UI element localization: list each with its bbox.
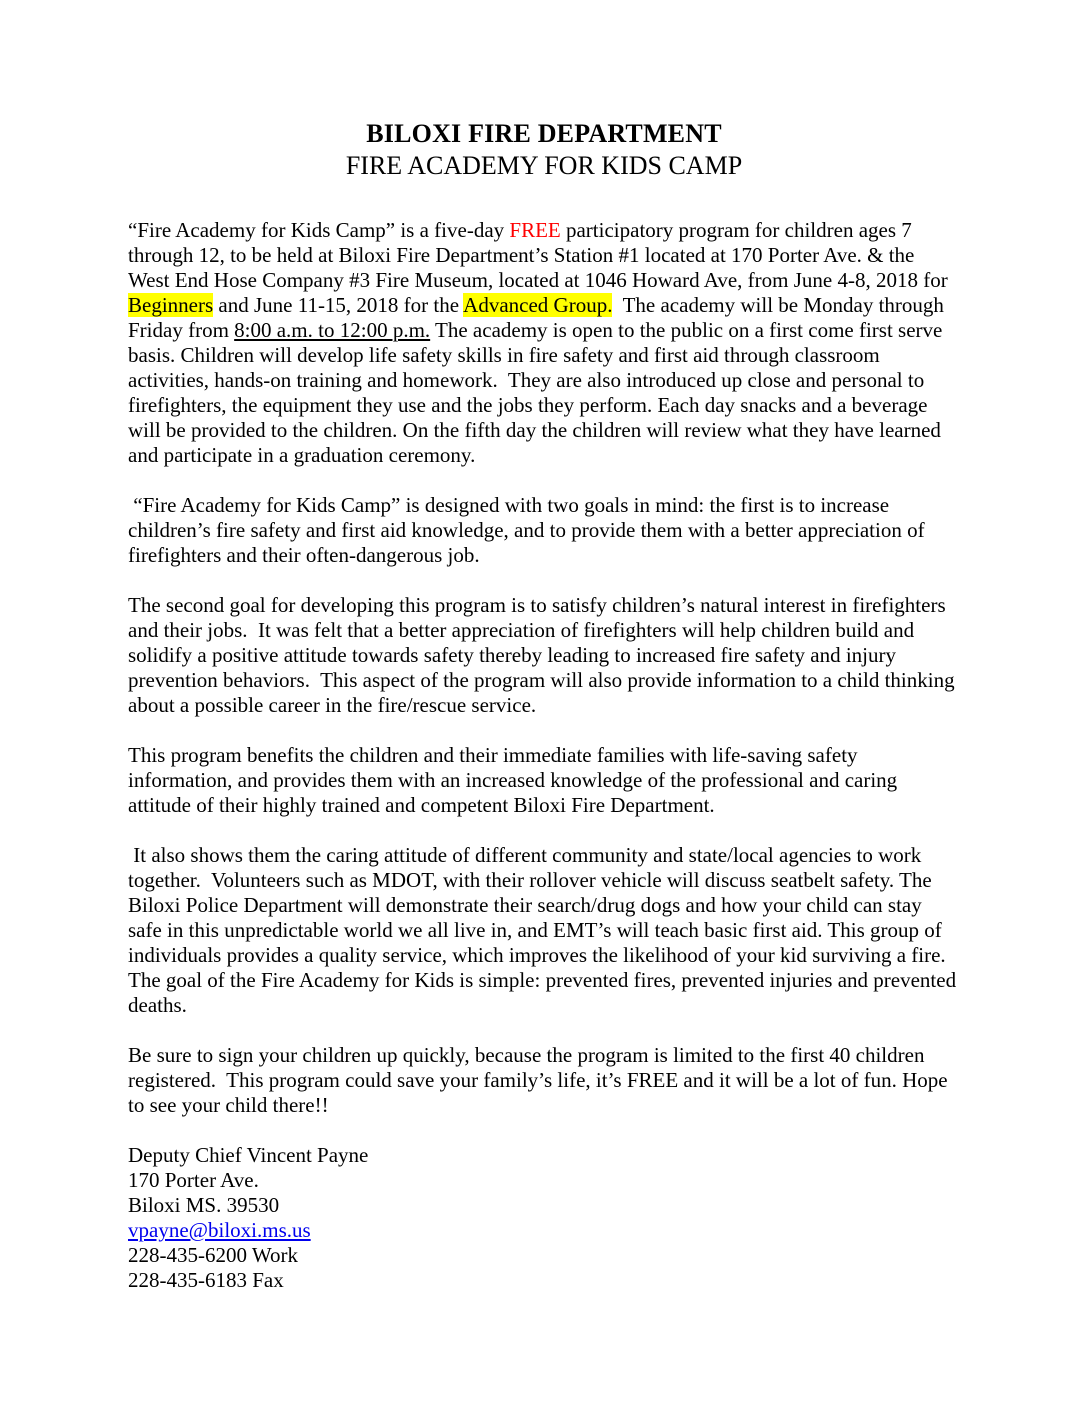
title-block <box>128 118 960 182</box>
text-run: The academy is open to the public on a first come first serve basis. Children will develop life safety skills in fire safety and first aid through classroom activities, hands-on training and homework. They are also introduced up close and personal to firefighters, the equipment they use and the jobs they perform. Each day snacks and a beverage will be provided to the children. On the fifth day the children will review what they have learned and participate in a graduation ceremony. <box>128 318 948 467</box>
text-run: The academy will be Monday through Friday from <box>128 293 950 342</box>
text-run: participatory program for children ages 7 through 12, to be held at Biloxi Fire Department’s Station #1 located at 170 Porter Ave. & the West End Hose Company #3 Fire Museum, located at 1046 Howard Ave, from June 4-8, 2018 for <box>128 218 953 292</box>
text-run: “Fire Academy for Kids Camp” is a five-day <box>128 218 510 242</box>
paragraph-agencies <box>128 843 960 1018</box>
text-run: This program benefits the children and their immediate families with life-saving safety information, and provides them with an increased knowledge of the professional and caring attitude of their highly trained and competent Biloxi Fire Department. <box>128 743 903 817</box>
signature-phone-work: 228-435-6200 Work <box>128 1243 298 1267</box>
text-run: Be sure to sign your children up quickly, because the program is limited to the first 40 children registered. This program could save your family’s life, it’s FREE and it will be a lot of fun. Hope to see your child there!! <box>128 1043 953 1117</box>
email-link[interactable]: vpayne@biloxi.ms.us <box>128 1218 311 1242</box>
highlight-text: Advanced Group. <box>463 293 613 317</box>
highlight-text: Beginners <box>128 293 214 317</box>
document-subtitle: FIRE ACADEMY FOR KIDS CAMP <box>345 151 743 180</box>
signature-address-line1: 170 Porter Ave. <box>128 1168 259 1192</box>
signature-address-line2: Biloxi MS. 39530 <box>128 1193 280 1217</box>
paragraph-second-goal <box>128 593 960 718</box>
paragraph-two-goals <box>128 493 960 568</box>
paragraph-sign-up <box>128 1043 960 1118</box>
paragraph-program-benefits <box>128 743 960 818</box>
text-run: “Fire Academy for Kids Camp” is designed with two goals in mind: the first is to increase children’s fire safety and first aid knowledge, and to provide them with a better appreciation of firefighters and their often-dangerous job. <box>128 493 930 567</box>
underline-text: 8:00 a.m. to 12:00 p.m. <box>234 318 431 342</box>
paragraph-program-overview <box>128 218 960 468</box>
signature-block <box>128 1143 960 1293</box>
document-title: BILOXI FIRE DEPARTMENT <box>366 119 722 148</box>
signature-name: Deputy Chief Vincent Payne <box>128 1143 369 1167</box>
text-run: It also shows them the caring attitude of different community and state/local agencies to work together. Volunteers such as MDOT, with their rollover vehicle will discuss seatbelt safety. The Biloxi Police Department will demonstrate their search/drug dogs and how your child can stay safe in this unpredictable world we all live in, and EMT’s will teach basic first aid. This group of individuals provides a quality service, which improves the likelihood of your kid surviving a fire. The goal of the Fire Academy for Kids is simple: prevented fires, prevented injuries and prevented deaths. <box>128 843 962 1017</box>
text-run: The second goal for developing this program is to satisfy children’s natural interest in firefighters and their jobs. It was felt that a better appreciation of firefighters will help children build and solidify a positive attitude towards safety thereby leading to increased fire safety and injury prevention behaviors. This aspect of the program will also provide information to a child thinking about a possible career in the fire/rescue service. <box>128 593 960 717</box>
text-run: and June 11-15, 2018 for the <box>213 293 464 317</box>
red-text: FREE <box>509 218 561 242</box>
signature-phone-fax: 228-435-6183 Fax <box>128 1268 284 1292</box>
